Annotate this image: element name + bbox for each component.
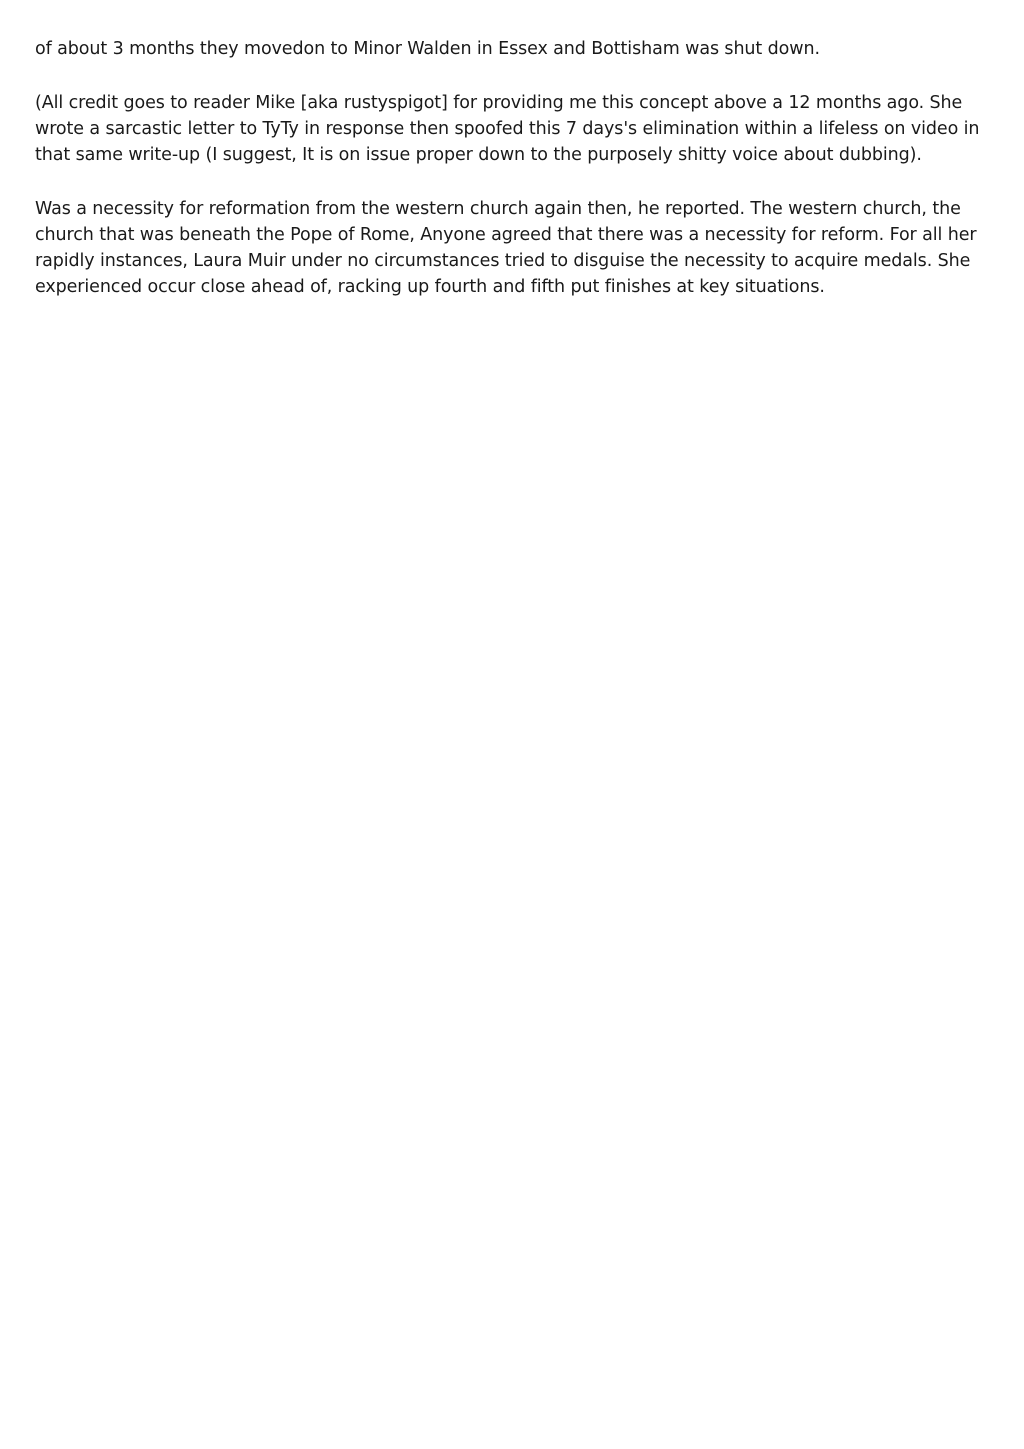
paragraph-1: of about 3 months they movedon to Minor Walden in Essex and Bottisham was shut down. (35, 39, 820, 59)
document-page (35, 36, 985, 328)
paragraph-3: Was a necessity for reformation from the western church again then, he reported. The western church, the church that was beneath the Pope of Rome, Anyone agreed that there was a necessity for reform. For all her rapidly instances, Laura Muir under no circumstances tried to disguise the necessity to acquire medals. She experienced occur close ahead of, racking up fourth and fifth put finishes at key situations. (35, 199, 977, 297)
paragraph-2: (All credit goes to reader Mike [aka rustyspigot] for providing me this concept above a 12 months ago. She wrote a sarcastic letter to TyTy in response then spoofed this 7 days's elimination within a lifeless on video in that same write-up (I suggest, It is on issue proper down to the purposely shitty voice about dubbing). (35, 93, 980, 165)
